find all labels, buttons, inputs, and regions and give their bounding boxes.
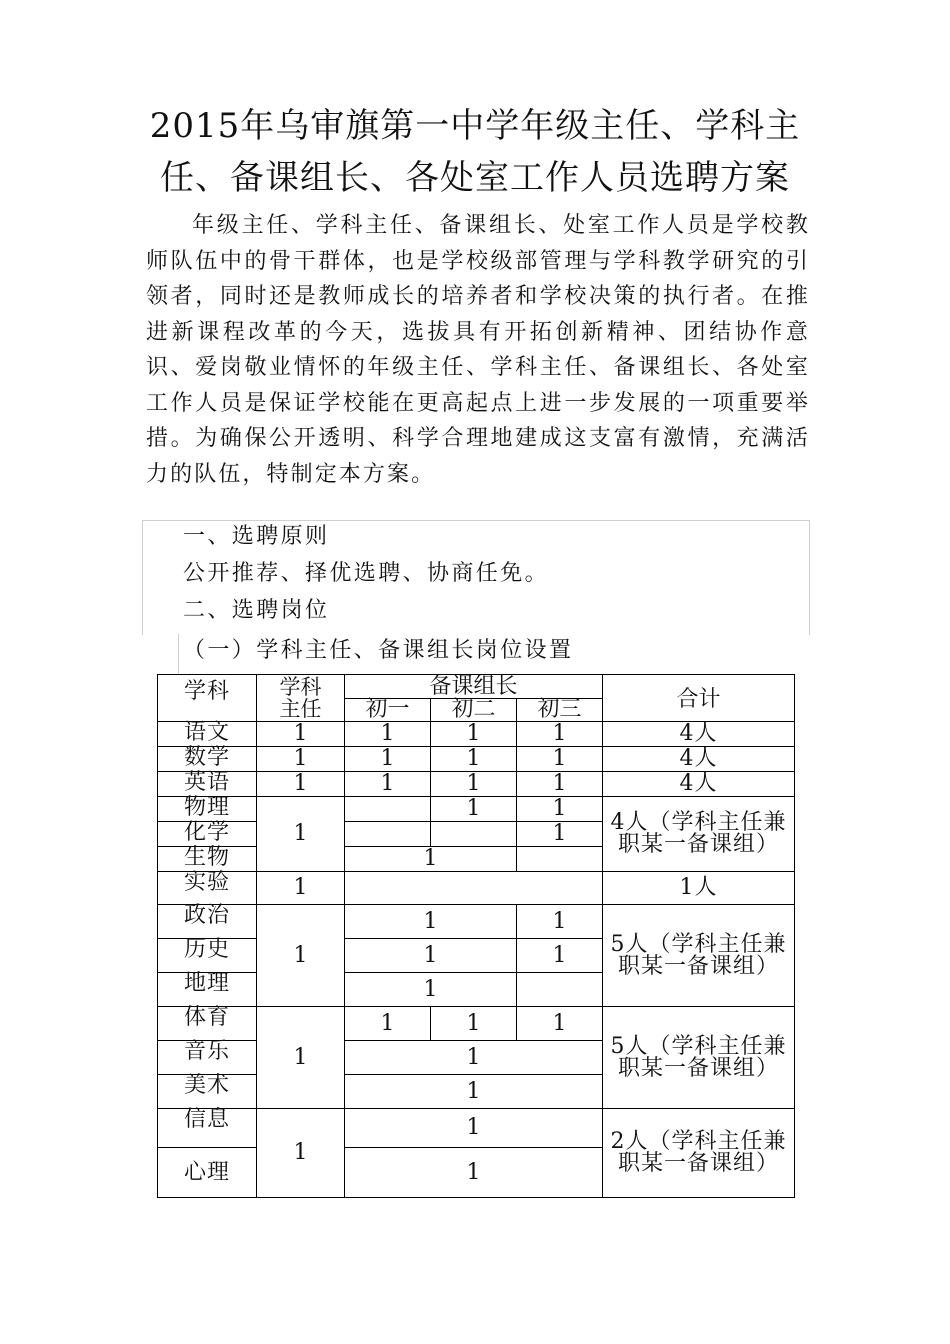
total-cell: 4人 bbox=[603, 772, 795, 797]
subject-cell: 生物 bbox=[158, 847, 257, 872]
total-cell: 5人（学科主任兼职某一备课组） bbox=[603, 905, 795, 1007]
subject-cell: 信息 bbox=[158, 1109, 257, 1148]
empty-cell bbox=[431, 822, 517, 847]
value-cell: 1 bbox=[431, 747, 517, 772]
value-cell: 1 bbox=[517, 772, 603, 797]
total-cell: 2人（学科主任兼职某一备课组） bbox=[603, 1109, 795, 1198]
subject-cell: 体育 bbox=[158, 1007, 257, 1041]
empty-cell bbox=[345, 797, 431, 822]
subject-cell: 物理 bbox=[158, 797, 257, 822]
table-row bbox=[158, 905, 795, 939]
value-cell: 1 bbox=[517, 722, 603, 747]
value-cell: 1 bbox=[345, 1007, 431, 1041]
table-row bbox=[158, 1109, 795, 1148]
value-cell: 1 bbox=[257, 747, 345, 772]
value-cell: 1 bbox=[257, 722, 345, 747]
header-grade-1: 初一 bbox=[345, 699, 431, 722]
value-cell: 1 bbox=[517, 1007, 603, 1041]
value-cell: 1 bbox=[257, 1007, 345, 1109]
empty-cell bbox=[517, 973, 603, 1007]
value-cell: 1 bbox=[345, 973, 517, 1007]
value-cell: 1 bbox=[345, 939, 517, 973]
header-group-leader: 备课组长 bbox=[345, 675, 603, 699]
subsection-heading: （一）学科主任、备课组长岗位设置 bbox=[183, 638, 574, 663]
subject-cell: 化学 bbox=[158, 822, 257, 847]
subject-cell: 心理 bbox=[158, 1148, 257, 1198]
value-cell: 1 bbox=[431, 797, 517, 822]
value-cell: 1 bbox=[517, 939, 603, 973]
table-row bbox=[158, 797, 795, 822]
value-cell: 1 bbox=[431, 1007, 517, 1041]
empty-cell bbox=[517, 847, 603, 872]
value-cell: 1 bbox=[345, 847, 517, 872]
header-subject: 学科 bbox=[158, 675, 257, 722]
value-cell: 1 bbox=[517, 747, 603, 772]
value-cell: 1 bbox=[345, 772, 431, 797]
subject-cell: 实验 bbox=[158, 872, 257, 905]
principle-text: 公开推荐、择优选聘、协商任免。 bbox=[183, 561, 550, 586]
value-cell: 1 bbox=[517, 905, 603, 939]
value-cell: 1 bbox=[517, 822, 603, 847]
positions-table bbox=[157, 674, 795, 1198]
value-cell: 1 bbox=[345, 722, 431, 747]
table-row bbox=[158, 872, 795, 905]
value-cell: 1 bbox=[345, 1041, 603, 1075]
table-row bbox=[158, 722, 795, 747]
value-cell: 1 bbox=[517, 797, 603, 822]
value-cell: 1 bbox=[257, 872, 345, 905]
header-director: 学科主任 bbox=[257, 675, 345, 722]
intro-paragraph: 年级主任、学科主任、备课组长、处室工作人员是学校教师队伍中的骨干群体，也是学校级部管理与学科教学研究的引领者，同时还是教师成长的培养者和学校决策的执行者。在推进新课程改革的今天，选拔具有开拓创新精神、团结协作意识、爱岗敬业情怀的年级主任、学科主任、备课组长、各处室工作人员是保证学校能在更高起点上进一步发展的一项重要举措。为确保公开透明、科学合理地建成这支富有激情，充满活力的队伍，特制定本方案。 bbox=[146, 213, 810, 487]
value-cell: 1 bbox=[345, 1148, 603, 1198]
table-row bbox=[158, 772, 795, 797]
total-cell: 4人 bbox=[603, 747, 795, 772]
table-row bbox=[158, 747, 795, 772]
value-cell: 1 bbox=[345, 905, 517, 939]
subject-cell: 历史 bbox=[158, 939, 257, 973]
header-grade-2: 初二 bbox=[431, 699, 517, 722]
header-grade-3: 初三 bbox=[517, 699, 603, 722]
header-total: 合计 bbox=[603, 675, 795, 722]
value-cell: 1 bbox=[257, 797, 345, 872]
empty-cell bbox=[345, 822, 431, 847]
value-cell: 1 bbox=[345, 747, 431, 772]
empty-cell bbox=[345, 872, 603, 905]
total-cell: 4人 bbox=[603, 722, 795, 747]
title-line-2: 任、备课组长、各处室工作人员选聘方案 bbox=[160, 158, 790, 198]
section-heading-positions: 二、选聘岗位 bbox=[183, 598, 330, 623]
value-cell: 1 bbox=[431, 772, 517, 797]
value-cell: 1 bbox=[431, 722, 517, 747]
total-cell: 4人（学科主任兼职某一备课组） bbox=[603, 797, 795, 872]
value-cell: 1 bbox=[257, 772, 345, 797]
table-row bbox=[158, 1007, 795, 1041]
subject-cell: 美术 bbox=[158, 1075, 257, 1109]
value-cell: 1 bbox=[345, 1109, 603, 1148]
value-cell: 1 bbox=[345, 1075, 603, 1109]
subject-cell: 数学 bbox=[158, 747, 257, 772]
total-cell: 5人（学科主任兼职某一备课组） bbox=[603, 1007, 795, 1109]
section-heading-principles: 一、选聘原则 bbox=[183, 524, 330, 549]
subject-cell: 音乐 bbox=[158, 1041, 257, 1075]
value-cell: 1 bbox=[257, 905, 345, 1007]
title-line-1: 2015年乌审旗第一中学年级主任、学科主 bbox=[149, 106, 801, 146]
total-cell: 1人 bbox=[603, 872, 795, 905]
subject-cell: 地理 bbox=[158, 973, 257, 1007]
value-cell: 1 bbox=[257, 1109, 345, 1198]
subject-cell: 英语 bbox=[158, 772, 257, 797]
subject-cell: 政治 bbox=[158, 905, 257, 939]
document-title bbox=[120, 100, 830, 204]
subject-cell: 语文 bbox=[158, 722, 257, 747]
